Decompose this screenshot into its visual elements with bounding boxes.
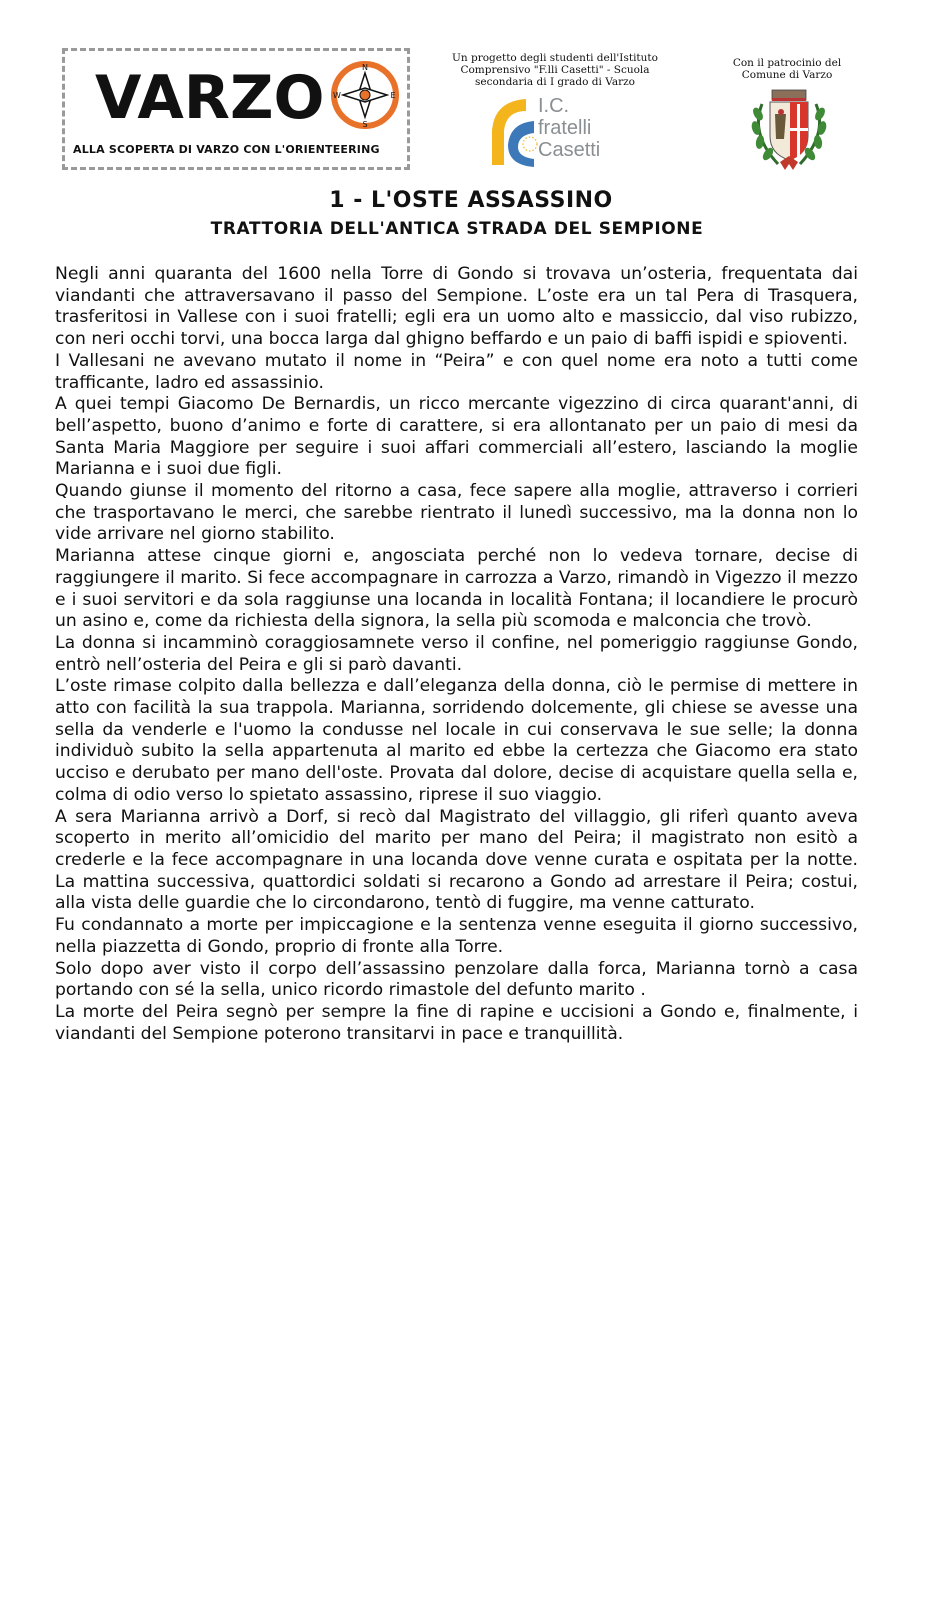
paragraph: Marianna attese cinque giorni e, angosciata perché non lo vedeva tornare, decise di raggiungere il marito. Si fece accompagnare in carrozza a Varzo, rimandò in Vigezzo il mezzo e i suoi servitori e da sola raggiunse una locanda in località Fontana; il locandiere le procurò un asino e, come da richiesta della signora, la sella più scomoda e malconcia che trovò. [55, 546, 858, 632]
paragraph: Negli anni quaranta del 1600 nella Torre di Gondo si trovava un’osteria, frequentata dai viandanti che attraversavano il passo del Sempione. L’oste era un tal Pera di Trasquera, trasferitosi in Vallese con i suoi fratelli; egli era un uomo alto e massiccio, dal viso rubizzo, con neri occhi torvi, una bocca larga dal ghigno beffardo e un paio di baffi ispidi e spioventi. [55, 264, 858, 350]
paragraph: A sera Marianna arrivò a Dorf, si recò dal Magistrato del villaggio, gli riferì quanto aveva scoperto in merito all’omicidio del marito per mano del Peira; il magistrato non esitò a crederle e la fece accompagnare in una locanda dove venne curata e ospitata per la notte. La mattina successiva, quattordici soldati si recarono a Gondo ad arrestare il Peira; costui, alla vista delle guardie che lo circondarono, tentò di fuggire, ma venne catturato. [55, 806, 858, 914]
logo-title: VARZO [95, 63, 325, 133]
logo-subtitle: ALLA SCOPERTA DI VARZO CON L'ORIENTEERING [73, 143, 380, 156]
compass-e: E [390, 91, 396, 100]
paragraph: Fu condannato a morte per impiccagione e la sentenza venne eseguita il giorno successivo, nella piazzetta di Gondo, proprio di fronte alla Torre. [55, 915, 858, 957]
school-logo-text [538, 95, 600, 161]
paragraph: La morte del Peira segnò per sempre la fine di rapine e uccisioni a Gondo e, finalmente, i viandanti del Sempione poterono transitarvi in pace e tranquillità. [55, 1001, 858, 1044]
school-logo-mark [486, 95, 538, 167]
paragraph: Quando giunse il momento del ritorno a casa, fece sapere alla moglie, attraverso i corrieri che trasportavano le merci, che sarebbe rientrato il lunedì successivo, ma la donna non lo vide arrivare nel giorno stabilito. [55, 481, 858, 545]
page-title: 1 - L'OSTE ASSASSINO [329, 188, 613, 213]
school-logo-line: Casetti [538, 139, 601, 161]
compass-w: W [333, 91, 341, 100]
municipal-crest-icon [748, 84, 830, 172]
page-subtitle: TRATTORIA DELL'ANTICA STRADA DEL SEMPIONE [210, 219, 704, 239]
paragraph: Solo dopo aver visto il corpo dell’assassino penzolare dalla forca, Marianna tornò a casa portando con sé la sella, unico ricordo rimastole del defunto marito . [55, 958, 858, 1001]
school-logo [486, 95, 626, 170]
school-logo-line: fratelli [538, 117, 592, 139]
paragraph: A quei tempi Giacomo De Bernardis, un ricco mercante vigezzino di circa quarant'anni, di bell’aspetto, buono d’animo e forte di carattere, si era allontanato per un paio di mesi da Santa Maria Maggiore per seguire i suoi affari commerciali all’estero, lasciando la moglie Marianna e i suoi due figli. [55, 394, 858, 480]
compass-s: S [362, 120, 368, 129]
patronage-line: Con il patrocinio del [732, 57, 842, 69]
compass-n: N [362, 63, 368, 72]
compass-icon [327, 57, 403, 133]
paragraph: La donna si incamminò coraggiosamnete verso il confine, nel pomeriggio raggiunse Gondo, entrò nell’osteria del Peira e gli si parò davanti. [55, 632, 858, 675]
credit-line: Comprensivo "F.lli Casetti" - Scuola [460, 64, 650, 76]
credit-line: secondaria di I grado di Varzo [475, 76, 635, 88]
paragraph: L’oste rimase colpito dalla bellezza e dall’eleganza della donna, ciò le permise di mettere in atto con facilità la sua trappola. Marianna, sorridendo dolcemente, gli chiese se avesse una sella da venderle e l'uomo la condusse nel locale in cui conservava le sue selle; la donna individuò subito la sella appartenuta al marito ed ebbe la certezza che Giacomo era stato ucciso e derubato per mano dell'oste. Provata dal dolore, decise di acquistare quella sella e, colma di odio verso lo spietato assassino, riprese il suo viaggio. [55, 676, 858, 805]
patronage-line: Comune di Varzo [741, 69, 833, 81]
patronage-text [722, 57, 852, 81]
varzo-logo [62, 48, 410, 170]
credit-line: Un progetto degli studenti dell'Istituto [452, 52, 658, 64]
project-credit [445, 52, 665, 88]
story-body [55, 264, 858, 1045]
school-logo-line: I.C. [538, 95, 570, 117]
paragraph: I Vallesani ne avevano mutato il nome in “Peira” e con quel nome era noto a tutti come trafficante, ladro ed assassinio. [55, 350, 858, 393]
